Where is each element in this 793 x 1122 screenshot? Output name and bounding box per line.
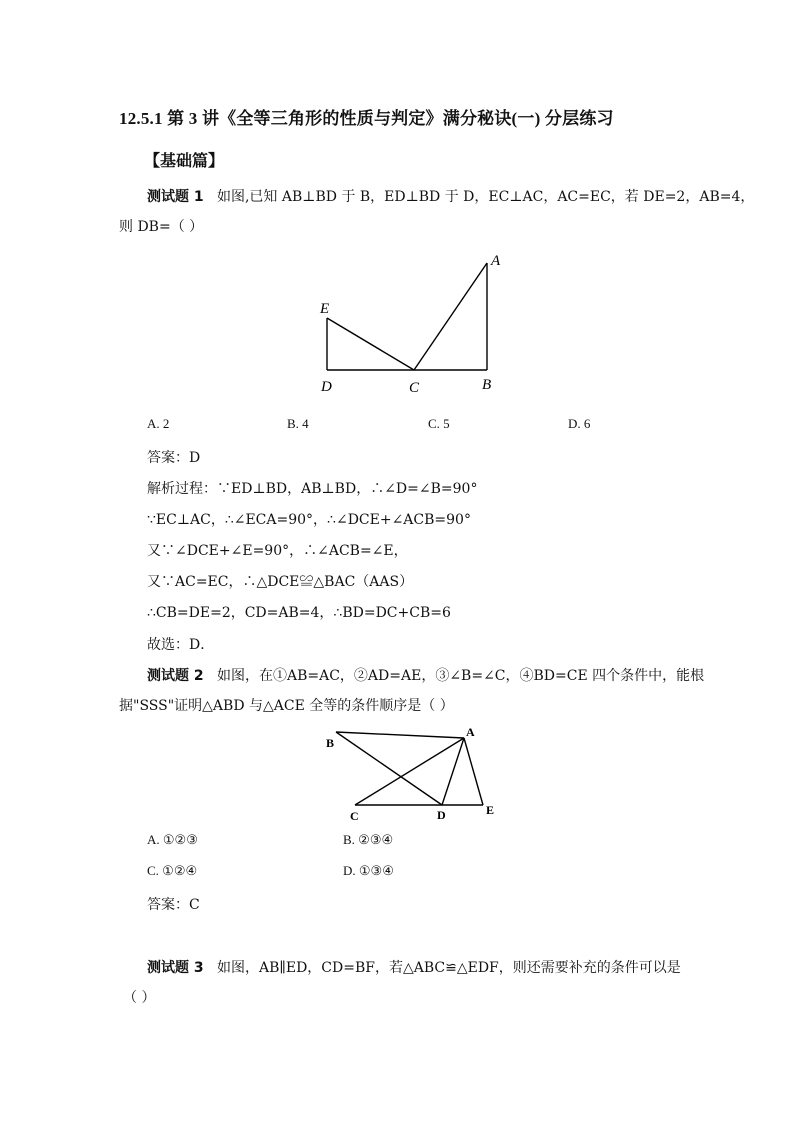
q1-analysis-line4: 又∵AC=EC，∴△DCE≌△BAC（AAS） [147,574,414,590]
q2-label-a: A [466,725,475,739]
q2-stem-line1 [147,665,704,685]
q1-label-d: D [321,379,332,395]
q1-stem-line2: 则 DB=（ ） [119,219,204,235]
q1-analysis-line5: ∴CB=DE=2，CD=AB=4，∴BD=DC+CB=6 [147,605,451,621]
q1-option-d: D. 6 [568,416,591,431]
q1-analysis-line1: 解析过程：∵ED⊥BD，AB⊥BD，∴∠D=∠B=90° [147,481,478,497]
q1-segment-ec [327,318,414,370]
q2-segment-bd [336,732,442,805]
q3-label: 测试题 3 [147,960,204,976]
q2-stem-line2: 据"SSS"证明△ABD 与△ACE 全等的条件顺序是（ ） [119,698,454,714]
q2-label: 测试题 2 [147,668,204,684]
q1-label-a: A [491,253,501,269]
q3-stem-line1 [147,957,681,977]
section-heading: 【基础篇】 [144,151,225,170]
q2-label-b: B [326,736,335,750]
q2-segment-ba [336,732,464,738]
q2-label-c: C [350,809,359,823]
q1-segment-ca [414,263,487,370]
q2-segment-ca [355,738,464,805]
q1-label-b: B [482,377,492,393]
q1-label-e: E [320,301,330,317]
q1-figure [300,245,520,400]
q1-analysis-line3: 又∵∠DCE+∠E=90°，∴∠ACB=∠E， [147,543,408,559]
q3-stem-text: 如图，AB∥ED，CD=BF，若△ABC≌△EDF，则还需要补充的条件可以是 [216,960,681,976]
q1-analysis-line2: ∵EC⊥AC，∴∠ECA=90°，∴∠DCE+∠ACB=90° [147,512,471,528]
q1-option-a: A. 2 [147,416,170,431]
q2-segment-da [442,738,464,805]
q1-label: 测试题 1 [147,189,204,205]
q2-label-e: E [486,803,495,817]
q2-label-d: D [437,808,446,822]
q2-option-b: B. ②③④ [343,832,394,847]
q1-option-b: B. 4 [287,416,309,431]
q2-stem-text: 如图，在①AB=AC，②AD=AE，③∠B=∠C，④BD=CE 四个条件中，能根 [216,668,705,684]
q2-answer: 答案：C [147,897,200,913]
q2-option-d: D. ①③④ [343,863,394,878]
q3-stem-line2: （ ） [123,990,156,1006]
page-title: 12.5.1 第 3 讲《全等三角形的性质与判定》满分秘诀(一) 分层练习 [119,109,614,128]
q1-label-c: C [409,380,420,396]
q2-figure [318,722,508,827]
q2-segment-ae [464,738,483,805]
q2-option-c: C. ①②④ [147,863,198,878]
q1-stem-text: 如图,已知 AB⊥BD 于 B，ED⊥BD 于 D，EC⊥AC，AC=EC，若 DE=2，AB=4， [216,189,755,205]
q1-analysis-line6: 故选：D． [147,637,215,653]
q1-stem-line1 [147,186,754,206]
q1-option-c: C. 5 [428,416,450,431]
q1-answer: 答案：D [147,450,201,466]
q2-option-a: A. ①②③ [147,832,198,847]
